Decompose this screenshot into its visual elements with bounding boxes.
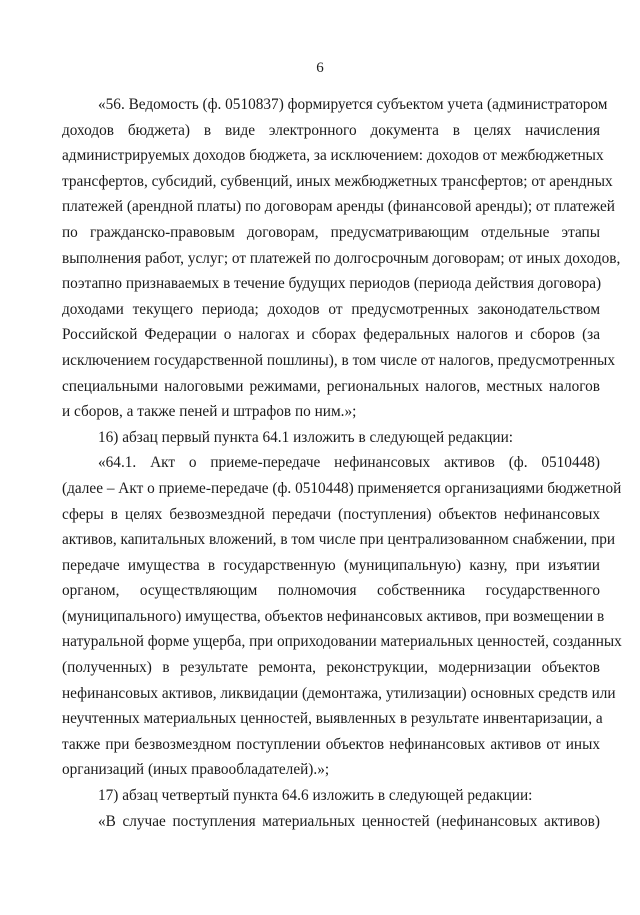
- text-line: платежей (арендной платы) по договорам аренды (финансовой аренды); от платежей: [62, 198, 615, 216]
- text-line: специальными налоговыми режимами, региональных налогов, местных налогов: [62, 377, 600, 395]
- text-line: неучтенных материальных ценностей, выявленных в результате инвентаризации, а: [62, 710, 603, 728]
- document-body: [62, 92, 622, 834]
- page-number: 6: [316, 60, 324, 76]
- text-line: доходов бюджета) в виде электронного документа в целях начисления: [62, 121, 600, 139]
- text-line: (полученных) в результате ремонта, реконструкции, модернизации объектов: [62, 659, 600, 677]
- text-line: исключением государственной пошлины), в том числе от налогов, предусмотренных: [62, 351, 615, 369]
- text-line: и сборов, а также пеней и штрафов по ним.»;: [62, 403, 357, 421]
- text-line: по гражданско-правовым договорам, предусматривающим отдельные этапы: [62, 223, 600, 241]
- text-line: «56. Ведомость (ф. 0510837) формируется субъектом учета (администратором: [98, 96, 608, 113]
- text-line: также при безвозмездном поступлении объектов нефинансовых активов от иных: [62, 735, 600, 753]
- text-line: «64.1. Акт о приеме-передаче нефинансовых активов (ф. 0510448): [98, 454, 600, 472]
- text-line: передаче имущества в государственную (муниципальную) казну, при изъятии: [62, 556, 600, 574]
- text-line: «В случае поступления материальных ценностей (нефинансовых активов): [98, 812, 600, 830]
- text-line: (муниципального) имущества, объектов нефинансовых активов, при возмещении в: [62, 607, 605, 625]
- text-line: активов, капитальных вложений, в том числе при централизованном снабжении, при: [62, 531, 616, 549]
- text-line: нефинансовых активов, ликвидации (демонтажа, утилизации) основных средств или: [62, 684, 616, 702]
- text-line: Российской Федерации о налогах и сборах федеральных налогов и сборов (за: [62, 326, 600, 344]
- text-line: трансфертов, субсидий, субвенций, иных межбюджетных трансфертов; от арендных: [62, 172, 613, 190]
- text-line: администрируемых доходов бюджета, за исключением: доходов от межбюджетных: [62, 147, 604, 165]
- text-line: органом, осуществляющим полномочия собственника государственного: [62, 582, 600, 600]
- text-line: организаций (иных правообладателей).»;: [62, 761, 330, 779]
- text-line: (далее – Акт о приеме-передаче (ф. 0510448) применяется организациями бюджетной: [62, 479, 622, 497]
- text-line: натуральной форме ущерба, при оприходовании материальных ценностей, созданных: [62, 633, 622, 651]
- text-line: 17) абзац четвертый пункта 64.6 изложить в следующей редакции:: [98, 787, 533, 805]
- text-line: поэтапно признаваемых в течение будущих периодов (периода действия договора): [62, 275, 602, 293]
- text-line: сферы в целях безвозмездной передачи (поступления) объектов нефинансовых: [62, 505, 600, 523]
- text-line: доходами текущего периода; доходов от предусмотренных законодательством: [62, 300, 600, 318]
- text-line: 16) абзац первый пункта 64.1 изложить в следующей редакции:: [98, 428, 514, 446]
- text-line: выполнения работ, услуг; от платежей по долгосрочным договорам; от иных доходов,: [62, 249, 621, 267]
